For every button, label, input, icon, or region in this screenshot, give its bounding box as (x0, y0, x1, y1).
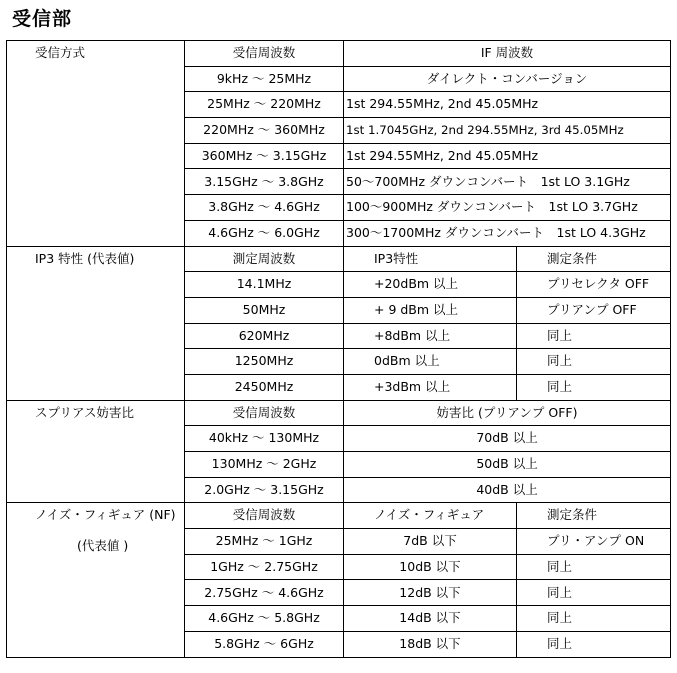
header-cell: 受信周波数 (185, 400, 344, 426)
header-cell: 測定周波数 (185, 246, 344, 272)
if-cell: 50～700MHz ダウンコンバート 1st LO 3.1GHz (344, 169, 671, 195)
freq-cell: 220MHz ～ 360MHz (185, 118, 344, 144)
value-cell: +20dBm 以上 (344, 272, 517, 298)
condition-cell: 同上 (517, 631, 671, 657)
value-cell: 40dB 以上 (344, 477, 671, 503)
value-cell: 0dBm 以上 (344, 349, 517, 375)
condition-cell: プリ・アンプ ON (517, 529, 671, 555)
section-label-spurious: スプリアス妨害比 (7, 400, 185, 503)
if-cell: 100～900MHz ダウンコンバート 1st LO 3.7GHz (344, 195, 671, 221)
table-row (7, 400, 671, 426)
freq-cell: 3.15GHz ～ 3.8GHz (185, 169, 344, 195)
section-label-reception: 受信方式 (7, 41, 185, 247)
freq-cell: 50MHz (185, 297, 344, 323)
condition-cell: 同上 (517, 580, 671, 606)
header-cell: 妨害比 (プリアンプ OFF) (344, 400, 671, 426)
value-cell: +8dBm 以上 (344, 323, 517, 349)
freq-cell: 25MHz ～ 220MHz (185, 92, 344, 118)
noise-label: ノイズ・フィギュア (NF) (35, 507, 176, 523)
header-cell: ノイズ・フィギュア (344, 503, 517, 529)
freq-cell: 14.1MHz (185, 272, 344, 298)
condition-cell: 同上 (517, 349, 671, 375)
section-label-ip3: IP3 特性 (代表値) (7, 246, 185, 400)
header-cell: 受信周波数 (185, 41, 344, 67)
table-row (7, 41, 671, 67)
condition-cell: プリアンプ OFF (517, 297, 671, 323)
value-cell: 50dB 以上 (344, 452, 671, 478)
value-cell: + 9 dBm 以上 (344, 297, 517, 323)
value-cell: 18dB 以下 (344, 631, 517, 657)
header-cell: 受信周波数 (185, 503, 344, 529)
condition-cell: 同上 (517, 606, 671, 632)
header-cell: 測定条件 (517, 246, 671, 272)
freq-cell: 4.6GHz ～ 6.0GHz (185, 220, 344, 246)
if-cell: 1st 1.7045GHz, 2nd 294.55MHz, 3rd 45.05MHz (344, 118, 671, 144)
freq-cell: 40kHz ～ 130MHz (185, 426, 344, 452)
value-cell: 10dB 以下 (344, 554, 517, 580)
freq-cell: 5.8GHz ～ 6GHz (185, 631, 344, 657)
freq-cell: 3.8GHz ～ 4.6GHz (185, 195, 344, 221)
freq-cell: 130MHz ～ 2GHz (185, 452, 344, 478)
freq-cell: 620MHz (185, 323, 344, 349)
table-row (7, 503, 671, 529)
freq-cell: 4.6GHz ～ 5.8GHz (185, 606, 344, 632)
freq-cell: 2.0GHz ～ 3.15GHz (185, 477, 344, 503)
freq-cell: 1GHz ～ 2.75GHz (185, 554, 344, 580)
header-cell: 測定条件 (517, 503, 671, 529)
freq-cell: 2450MHz (185, 374, 344, 400)
condition-cell: プリセレクタ OFF (517, 272, 671, 298)
freq-cell: 2.75GHz ～ 4.6GHz (185, 580, 344, 606)
page-title: 受信部 (12, 8, 73, 30)
section-label-noise (7, 503, 185, 657)
if-cell: 1st 294.55MHz, 2nd 45.05MHz (344, 143, 671, 169)
freq-cell: 25MHz ～ 1GHz (185, 529, 344, 555)
value-cell: 7dB 以下 (344, 529, 517, 555)
value-cell: 14dB 以下 (344, 606, 517, 632)
freq-cell: 360MHz ～ 3.15GHz (185, 143, 344, 169)
if-cell: ダイレクト・コンバージョン (344, 66, 671, 92)
receiver-spec-table (6, 40, 671, 658)
freq-cell: 9kHz ～ 25MHz (185, 66, 344, 92)
table-row (7, 246, 671, 272)
header-cell: IF 周波数 (344, 41, 671, 67)
condition-cell: 同上 (517, 374, 671, 400)
freq-cell: 1250MHz (185, 349, 344, 375)
condition-cell: 同上 (517, 554, 671, 580)
value-cell: 12dB 以下 (344, 580, 517, 606)
noise-label-typical: (代表値 ) (77, 537, 129, 553)
if-cell: 300～1700MHz ダウンコンバート 1st LO 4.3GHz (344, 220, 671, 246)
header-cell: IP3特性 (344, 246, 517, 272)
value-cell: 70dB 以上 (344, 426, 671, 452)
if-cell: 1st 294.55MHz, 2nd 45.05MHz (344, 92, 671, 118)
value-cell: +3dBm 以上 (344, 374, 517, 400)
condition-cell: 同上 (517, 323, 671, 349)
